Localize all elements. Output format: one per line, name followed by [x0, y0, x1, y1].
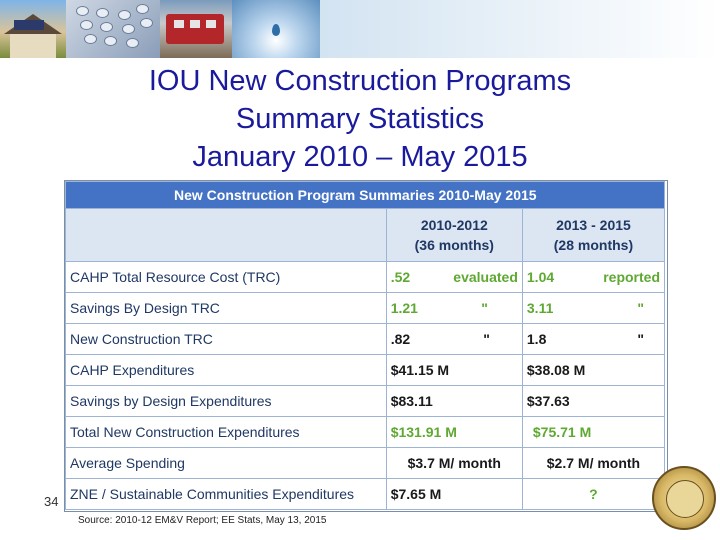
value: 1.21	[390, 300, 418, 316]
table-row	[66, 386, 665, 417]
state-seal-icon	[652, 466, 716, 530]
table-row	[66, 262, 665, 293]
value: .82	[390, 331, 411, 347]
value-cell: $131.91 M	[386, 417, 522, 448]
row-label: Average Spending	[66, 448, 387, 479]
value-cell	[386, 262, 522, 293]
train-photo	[160, 0, 232, 58]
row-label: CAHP Expenditures	[66, 355, 387, 386]
value: .52	[390, 269, 411, 285]
header-blank-cell	[66, 209, 387, 262]
col-header-2010	[386, 209, 522, 262]
table-row	[66, 355, 665, 386]
value: 3.11	[526, 300, 554, 316]
summary-table	[64, 180, 668, 512]
value: 1.04	[526, 269, 555, 285]
value-cell: $2.7 M/ month	[522, 448, 664, 479]
table-row	[66, 417, 665, 448]
value-cell: $37.63	[522, 386, 664, 417]
solar-panel-icon	[14, 20, 44, 30]
header-banner	[0, 0, 720, 58]
table-row	[66, 479, 665, 510]
value-note: "	[637, 331, 644, 347]
col-header-2013	[522, 209, 664, 262]
calculator-photo	[66, 0, 160, 58]
row-label: Savings by Design Expenditures	[66, 386, 387, 417]
water-drop-photo	[232, 0, 320, 58]
value-cell	[386, 293, 522, 324]
row-label: Savings By Design TRC	[66, 293, 387, 324]
value-cell: $3.7 M/ month	[386, 448, 522, 479]
table-row	[66, 293, 665, 324]
value-cell	[522, 262, 664, 293]
row-label: New Construction TRC	[66, 324, 387, 355]
col-header-2013-text: 2013 - 2015 (28 months)	[553, 217, 634, 253]
value-cell: $83.11	[386, 386, 522, 417]
page-number: 34	[44, 494, 59, 509]
value-cell: ?	[522, 479, 664, 510]
house-photo	[0, 0, 66, 58]
col-header-2010-text: 2010-2012 (36 months)	[414, 217, 494, 253]
value: 1.8	[526, 331, 547, 347]
row-label: ZNE / Sustainable Communities Expenditures	[66, 479, 387, 510]
source-note: Source: 2010-12 EM&V Report; EE Stats, May 13, 2015	[78, 515, 327, 526]
value-note: "	[637, 300, 644, 316]
row-label: CAHP Total Resource Cost (TRC)	[66, 262, 387, 293]
value-cell: $7.65 M	[386, 479, 522, 510]
title-line-1: IOU New Construction Programs	[148, 65, 572, 97]
title-line-2: Summary Statistics	[235, 103, 485, 135]
value-cell: $75.71 M	[522, 417, 664, 448]
table-caption: New Construction Program Summaries 2010-May 2015	[66, 182, 665, 209]
value-note: reported	[603, 269, 660, 285]
value-cell	[386, 324, 522, 355]
value-note: "	[483, 331, 490, 347]
value-cell	[522, 293, 664, 324]
value-note: evaluated	[453, 269, 518, 285]
title-line-3: January 2010 – May 2015	[192, 141, 528, 173]
table-row	[66, 448, 665, 479]
value-cell: $38.08 M	[522, 355, 664, 386]
water-drop-icon	[272, 24, 280, 36]
row-label: Total New Construction Expenditures	[66, 417, 387, 448]
table-row	[66, 324, 665, 355]
value-cell	[522, 324, 664, 355]
value-note: "	[481, 300, 488, 316]
value-cell: $41.15 M	[386, 355, 522, 386]
